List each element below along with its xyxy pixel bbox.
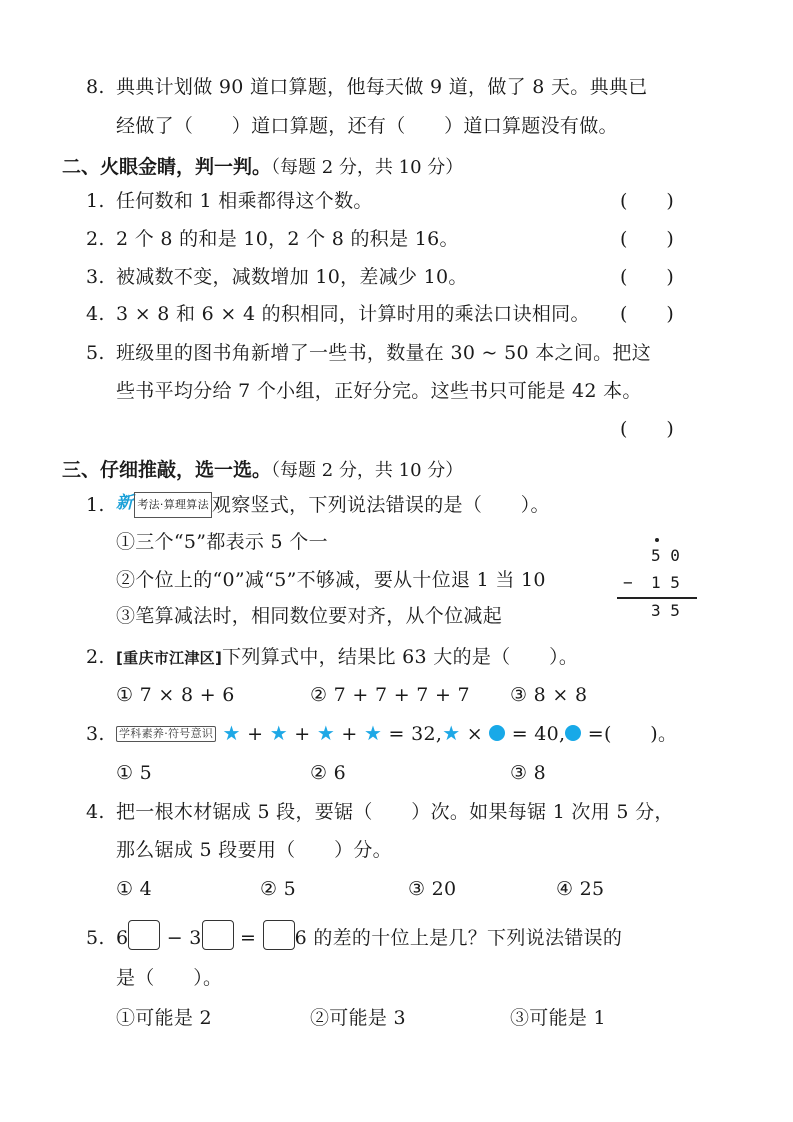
star-icon: ★: [442, 721, 461, 745]
option-3[interactable]: ③笔算减法时，相同数位要对齐，从个位减起: [116, 605, 503, 627]
option-4[interactable]: ④ 25: [556, 878, 605, 900]
source-label: [重庆市江津区]: [116, 649, 223, 667]
question-8: [86, 75, 648, 99]
item-number: 2.: [86, 228, 105, 250]
item-text: 被减数不变，减数增加 10，差减少 10。: [116, 266, 468, 288]
question-number: 5.: [86, 927, 105, 949]
question-text: 典典计划做 90 道口算题，他每天做 9 道，做了 8 天。典典已: [116, 76, 648, 98]
judge-item-5: [86, 341, 651, 365]
star-icon: ★: [222, 721, 241, 745]
choice-question-3: 3. 学科素养·符号意识 ★ + ★ + ★ + ★ = 32,★ × = 40, =( )。: [86, 721, 678, 745]
question-number: 1.: [86, 494, 105, 516]
circle-icon: [489, 725, 505, 741]
option-2[interactable]: ②可能是 3: [310, 1007, 406, 1029]
item-number: 1.: [86, 190, 105, 212]
option-2[interactable]: ② 5: [260, 878, 297, 900]
option-1[interactable]: ① 4: [116, 878, 153, 900]
section-title: 二、火眼金睛，判一判。: [62, 156, 272, 178]
blank-box-1[interactable]: [128, 920, 160, 950]
question-number: 3.: [86, 723, 105, 745]
answer-paren[interactable]: ( ): [620, 228, 675, 250]
answer-paren[interactable]: ( ): [620, 418, 675, 440]
minus-sign: −: [623, 573, 633, 592]
minus-operand: − 3: [166, 927, 202, 949]
judge-item-1: [86, 189, 373, 213]
section-score: （每题 2 分，共 10 分）: [271, 157, 464, 178]
option-1[interactable]: ① 5: [116, 762, 153, 784]
vertical-subtraction: [615, 530, 697, 618]
judge-item-5-line2: 些书平均分给 7 个小组，正好分完。这些书只可能是 42 本。: [116, 380, 642, 402]
question-text: 观察竖式，下列说法错误的是（ ）。: [211, 494, 550, 516]
item-number: 3.: [86, 266, 105, 288]
question-number: 8.: [86, 76, 105, 98]
section-score: （每题 2 分，共 10 分）: [271, 460, 464, 481]
question-text: 6 的差的十位上是几？下列说法错误的: [294, 927, 623, 949]
blank-box-2[interactable]: [202, 920, 234, 950]
section-2-heading: [62, 152, 463, 179]
item-text: 2 个 8 的和是 10，2 个 8 的积是 16。: [116, 228, 459, 250]
minuend: 5 0: [651, 546, 680, 565]
judge-item-3: [86, 265, 468, 289]
question-8-line2: 经做了（ ）道口算题，还有（ ）道口算题没有做。: [116, 115, 618, 137]
item-number: 5.: [86, 342, 105, 364]
item-text: 3 × 8 和 6 × 4 的积相同，计算时用的乘法口诀相同。: [116, 303, 590, 325]
option-1[interactable]: ①三个“5”都表示 5 个一: [116, 531, 328, 553]
judge-item-2: [86, 227, 459, 251]
item-text: 班级里的图书角新增了一些书，数量在 30 ~ 50 本之间。把这: [116, 342, 652, 364]
section-3-heading: [62, 455, 463, 482]
digit-a: 6: [116, 927, 129, 949]
question-text: 下列算式中，结果比 63 大的是（ ）。: [222, 646, 579, 668]
new-badge: 新: [116, 493, 134, 513]
option-1[interactable]: ① 7 × 8 + 6: [116, 684, 235, 706]
question-number: 4.: [86, 801, 105, 823]
divider-line: [617, 597, 697, 599]
option-2[interactable]: ②个位上的“0”减“5”不够减，要从十位退 1 当 10: [116, 569, 546, 591]
star-icon: ★: [316, 721, 336, 745]
option-3[interactable]: ③ 8 × 8: [510, 684, 588, 706]
star-icon: ★: [269, 721, 288, 745]
option-2[interactable]: ② 6: [310, 762, 347, 784]
question-4-line2: 那么锯成 5 段要用（ ）分。: [116, 839, 392, 861]
borrow-dot: [655, 538, 659, 542]
option-3[interactable]: ③ 20: [408, 878, 457, 900]
equation-blank[interactable]: =( )。: [587, 723, 678, 745]
question-5-line2: 是（ ）。: [116, 967, 223, 989]
option-3[interactable]: ③可能是 1: [510, 1007, 606, 1029]
item-number: 4.: [86, 303, 105, 325]
equals-sign: =: [240, 927, 257, 949]
choice-question-4: [86, 800, 674, 824]
option-3[interactable]: ③ 8: [510, 762, 547, 784]
option-1[interactable]: ①可能是 2: [116, 1007, 212, 1029]
choice-question-5: [86, 920, 622, 950]
answer-paren[interactable]: ( ): [620, 266, 675, 288]
new-tag: [116, 493, 212, 513]
difference: 3 5: [651, 601, 680, 620]
question-number: 2.: [86, 646, 105, 668]
star-icon: ★: [363, 721, 383, 745]
literacy-tag: 学科素养·符号意识: [116, 726, 216, 742]
answer-paren[interactable]: ( ): [620, 303, 675, 325]
judge-item-4: [86, 302, 590, 326]
item-text: 任何数和 1 相乘都得这个数。: [116, 190, 373, 212]
choice-question-1: [86, 491, 550, 518]
answer-paren[interactable]: ( ): [620, 190, 675, 212]
blank-box-3[interactable]: [263, 920, 295, 950]
section-title: 三、仔细推敲，选一选。: [62, 459, 272, 481]
tag-label: 考法·算理算法: [134, 492, 212, 518]
choice-question-2: [86, 645, 578, 670]
equation-result-2: = 40,: [511, 723, 566, 745]
question-text: 把一根木材锯成 5 段，要锯（ ）次。如果每锯 1 次用 5 分，: [116, 801, 674, 823]
circle-icon: [565, 725, 581, 741]
subtrahend: 1 5: [651, 573, 680, 592]
equation-result-1: = 32,: [388, 723, 443, 745]
option-2[interactable]: ② 7 + 7 + 7 + 7: [310, 684, 470, 706]
